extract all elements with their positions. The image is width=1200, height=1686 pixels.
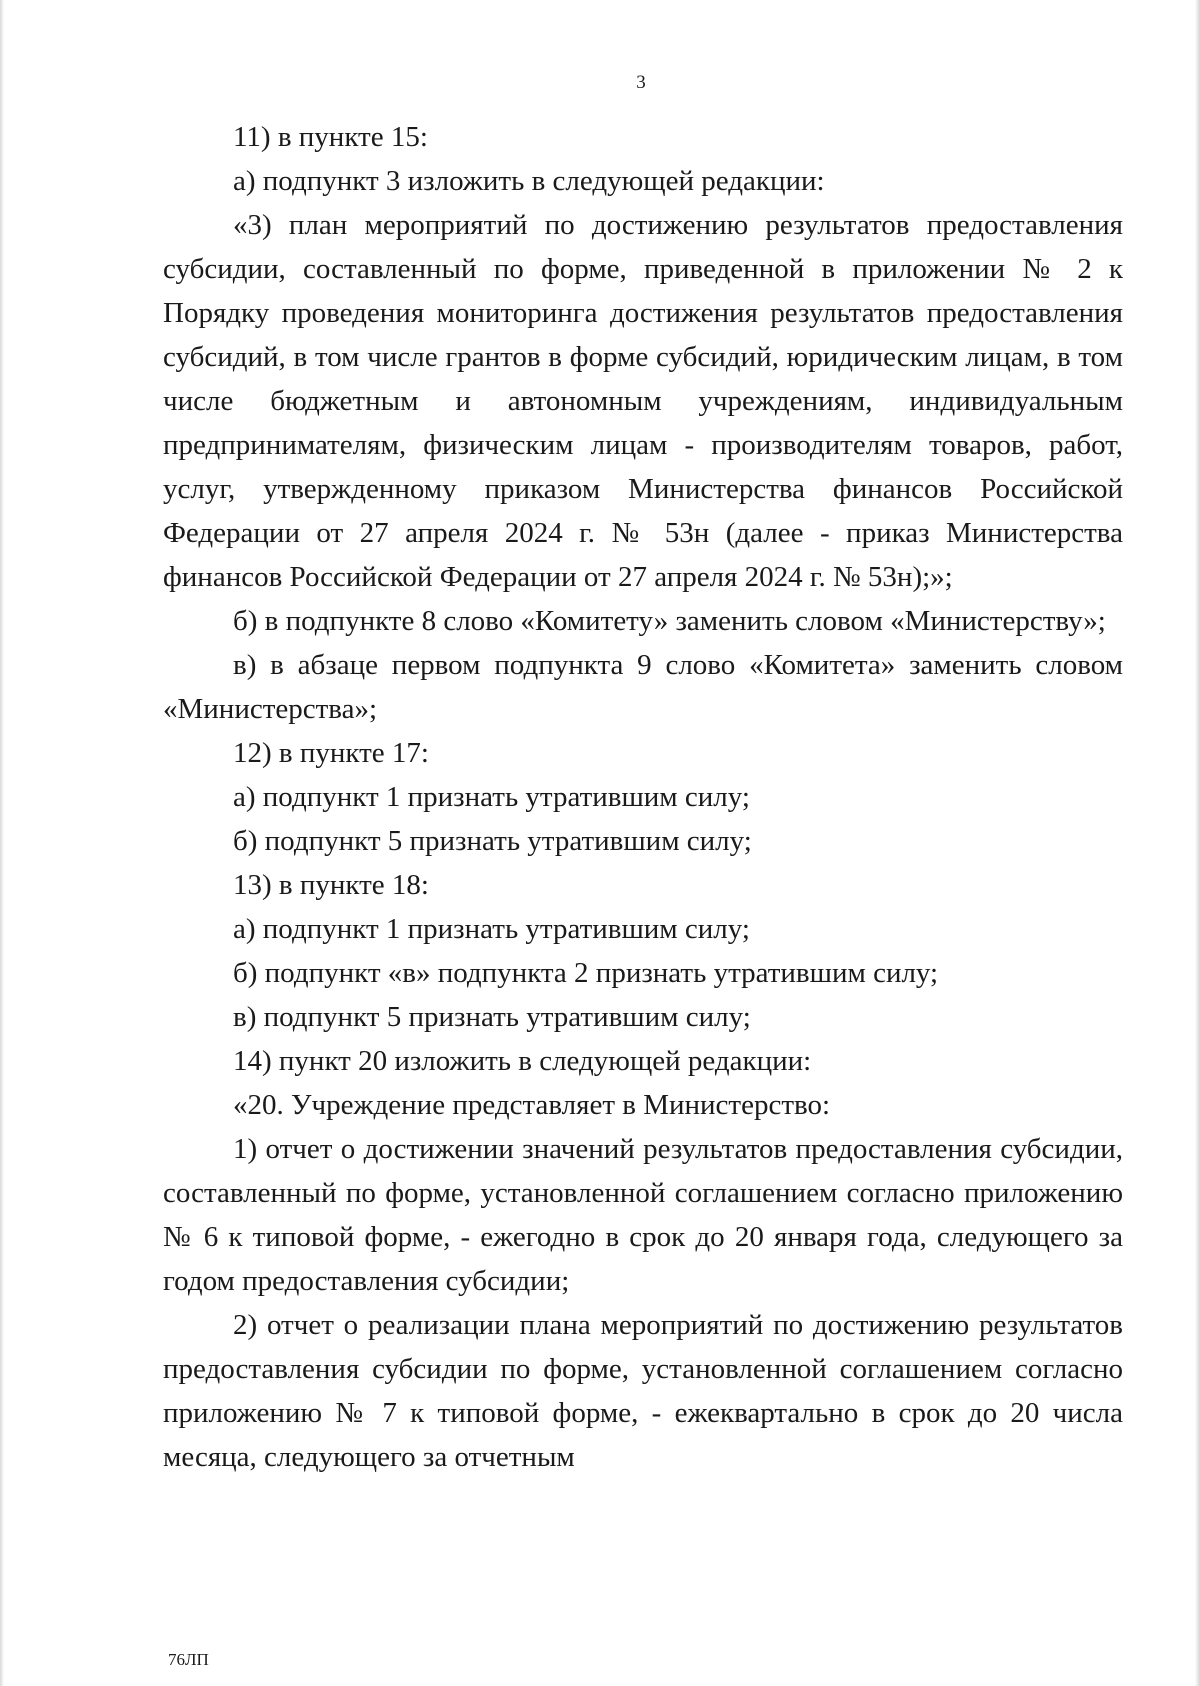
paragraph-1: 11) в пункте 15: (233, 121, 428, 153)
paragraph-13: 14) пункт 20 изложить в следующей редакции: (233, 1045, 812, 1077)
paragraph-7: а) подпункт 1 признать утратившим силу; (233, 781, 750, 813)
paragraph-9: 13) в пункте 18: (233, 869, 429, 901)
document-code: 76ЛП (168, 1650, 209, 1669)
paragraph-4: б) в подпункте 8 слово «Комитету» заменить словом «Министерству»; (233, 605, 1106, 637)
scan-edge-right (1195, 0, 1200, 1686)
paragraph-10: а) подпункт 1 признать утратившим силу; (233, 913, 750, 945)
scan-edge-left (0, 0, 4, 1686)
paragraph-16: 2) отчет о реализации плана мероприятий по достижению результатов предоставления субсидии по форме, установленной соглашением согласно приложению № 7 к типовой форме, - ежеквартально в срок до 20 числа месяца, следующего за отчетным (163, 1309, 1123, 1473)
paragraph-5: в) в абзаце первом подпункта 9 слово «Комитета» заменить словом «Министерства»; (163, 649, 1123, 725)
paragraph-12: в) подпункт 5 признать утратившим силу; (233, 1001, 751, 1033)
paragraph-8: б) подпункт 5 признать утратившим силу; (233, 825, 752, 857)
document-body (163, 115, 1123, 1479)
paragraph-3: «3) план мероприятий по достижению результатов предоставления субсидии, составленный по форме, приведенной в приложении № 2 к Порядку проведения мониторинга достижения результатов предоставления субсидий, в том числе грантов в форме субсидий, юридическим лицам, в том числе бюджетным и автономным учреждениям, индивидуальным предпринимателям, физическим лицам - производителям товаров, работ, услуг, утвержденному приказом Министерства финансов Российской Федерации от 27 апреля 2024 г. № 53н (далее - приказ Министерства финансов Российской Федерации от 27 апреля 2024 г. № 53н);»; (163, 209, 1123, 593)
paragraph-15: 1) отчет о достижении значений результатов предоставления субсидии, составленный по форме, установленной соглашением согласно приложению № 6 к типовой форме, - ежегодно в срок до 20 января года, следующего за годом предоставления субсидии; (163, 1133, 1123, 1297)
paragraph-2: а) подпункт 3 изложить в следующей редакции: (233, 165, 825, 197)
page-number: 3 (636, 72, 646, 93)
paragraph-6: 12) в пункте 17: (233, 737, 429, 769)
paragraph-11: б) подпункт «в» подпункта 2 признать утратившим силу; (233, 957, 939, 989)
paragraph-14: «20. Учреждение представляет в Министерство: (233, 1089, 831, 1121)
